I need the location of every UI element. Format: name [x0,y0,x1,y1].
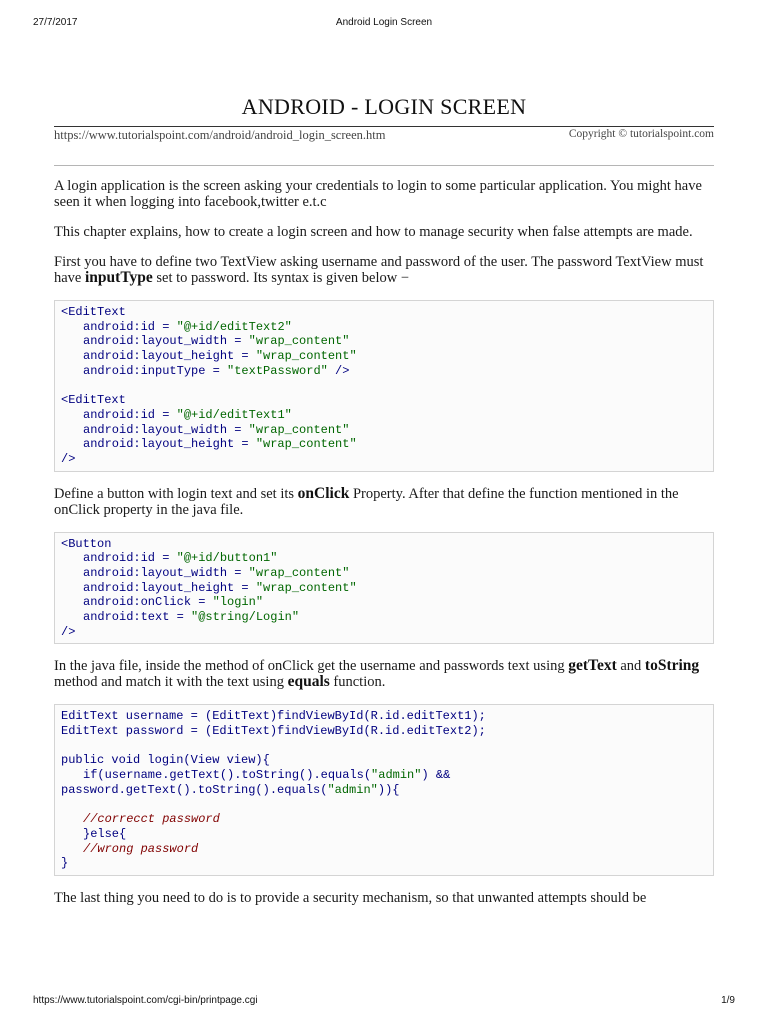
code-token: android:text = [83,610,192,624]
code-token: android:id = [83,319,177,334]
code-token: "@+id/editText1" [176,407,292,422]
code-token: "wrap_content" [248,422,350,437]
code-line [61,581,707,596]
page-title: ANDROID - LOGIN SCREEN [241,94,527,119]
code-token: android:layout_height = [83,437,256,452]
paragraph-button-part: Property. After that define the function mentioned in the onClick property in the java file. [54,485,679,518]
paragraph-java-part: function. [329,674,386,691]
code-line [61,408,707,423]
code-line [61,551,707,566]
paragraph-java [54,658,714,690]
print-date: 27/7/2017 [33,17,78,28]
code-token: android:layout_width = [83,422,249,437]
code-token: "textPassword" [227,363,328,378]
code-line [61,437,707,452]
code-line [61,378,707,393]
paragraph-java-part: method and match it with the text using [54,674,288,691]
code-token: "wrap_content" [248,334,350,349]
paragraph-intro: A login application is the screen asking your credentials to login to some particular application. You might have seen it when logging into facebook,twitter e.t.c [54,178,702,210]
paragraph-java-part: and [616,658,645,675]
print-footer [33,995,735,1009]
code-line [61,320,707,335]
code-line [61,393,707,408]
code-line [61,610,707,625]
paragraph-chapter: This chapter explains, how to create a login screen and how to manage security when false attempts are made. [54,224,693,240]
paragraph-textview [54,254,714,286]
paragraph-button-part: Define a button with login text and set its [54,485,298,502]
copyright-text: Copyright © tutorialspoint.com [568,128,714,140]
code-line [61,724,707,739]
code-token: "login" [212,595,264,610]
code-token: /> [61,451,76,466]
onclick-keyword: onClick [297,484,350,502]
code-line [61,566,707,581]
code-token: android:id = [83,551,177,566]
code-token: <Button [61,536,112,551]
print-footer-url: https://www.tutorialspoint.com/cgi-bin/printpage.cgi [33,995,258,1006]
code-token: android:layout_width = [83,565,249,580]
paragraph-button [54,486,714,518]
print-page-title: Android Login Screen [335,17,433,28]
code-token: <EditText [61,305,126,319]
code-token: "wrap_content" [255,580,357,595]
source-row [54,128,714,144]
code-line [61,753,707,768]
tostring-keyword: toString [644,657,700,675]
paragraph-textview-part: First you have to define two TextView asking username and password of the user. The password TextView must have [54,254,704,286]
content-divider [54,165,714,166]
code-token: /> [327,363,350,378]
page-number: 1/9 [721,995,735,1006]
code-line [61,812,707,827]
code-token: "admin" [371,768,422,783]
source-url-link[interactable]: https://www.tutorialspoint.com/android/android_login_screen.htm [54,128,386,142]
print-header [33,17,735,31]
code-token: android:onClick = [83,595,213,610]
code-token: "@+id/editText2" [176,319,292,334]
code-line [61,537,707,552]
gettext-keyword: getText [568,657,617,675]
code-block-button [54,532,714,645]
paragraph-java-part: In the java file, inside the method of onClick get the username and passwords text using [54,658,569,675]
code-line [61,305,707,320]
code-token: EditText password = (EditText)findViewById(R.id.editText2); [61,724,486,739]
article-body [54,178,714,920]
code-line [61,334,707,349]
code-line [61,783,707,798]
code-token: android:inputType = [83,363,228,378]
code-token: "@string/Login" [191,610,300,624]
code-token: public void login(View view){ [61,753,270,768]
code-line [61,827,707,842]
code-token: android:layout_height = [83,580,256,595]
code-token: ) && [421,768,451,783]
code-line [61,595,707,610]
code-token: }else{ [83,826,127,841]
code-line [61,739,707,754]
code-line [61,452,707,467]
equals-keyword: equals [287,673,330,691]
code-token: if(username.getText().toString().equals( [83,768,372,783]
code-token: <EditText [61,393,126,408]
code-line [61,625,707,640]
code-line [61,798,707,813]
code-token: password.getText().toString().equals( [61,782,328,797]
code-token: } [61,856,69,871]
code-line [61,842,707,857]
code-token: "wrap_content" [255,437,357,452]
code-token: )){ [377,782,400,797]
inputtype-keyword: inputType [85,269,153,286]
code-token: android:id = [83,407,177,422]
code-line [61,768,707,783]
code-token: /> [61,624,76,639]
code-token: android:layout_width = [83,334,249,349]
code-block-edittext [54,300,714,472]
code-line [61,856,707,871]
code-token: "admin" [327,782,378,797]
code-token: EditText username = (EditText)findViewById(R.id.editText1); [61,709,486,724]
code-line [61,349,707,364]
title-divider [54,126,714,127]
paragraph-textview-part: set to password. Its syntax is given below − [152,270,410,286]
paragraph-security: The last thing you need to do is to provide a security mechanism, so that unwanted attempts should be [54,889,647,906]
code-line [61,423,707,438]
code-line [61,364,707,379]
code-token: "wrap_content" [248,565,350,580]
code-token: "@+id/button1" [176,551,278,566]
code-token: "wrap_content" [255,349,357,364]
code-token: android:layout_height = [83,349,256,364]
code-block-java [54,704,714,876]
code-line [61,709,707,724]
code-token: //wrong password [83,841,199,856]
code-token: //correcct password [83,812,220,827]
